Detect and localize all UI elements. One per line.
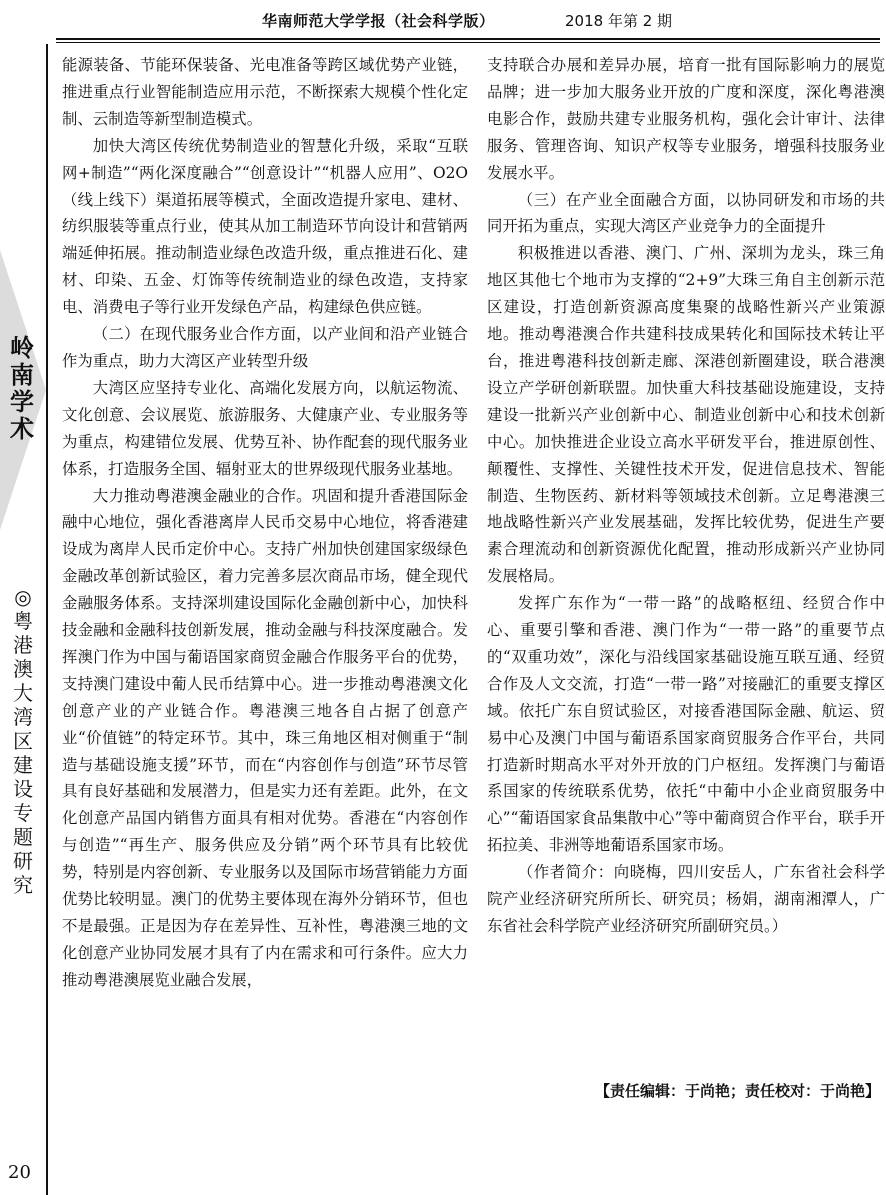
paragraph: 加快大湾区传统优势制造业的智慧化升级，采取“互联网+制造”“两化深度融合”“创意设计”“机器人应用”、O2O（线上线下）渠道拓展等模式，全面改造提升家电、建材、纺织服装等重点行业，使其从加工制造环节向设计和营销两端延伸拓展。推动制造业绿色改造升级，重点推进石化、建材、印染、五金、灯饰等传统制造业的绿色改造，支持家电、消费电子等行业开发绿色产品，构建绿色供应链。 (62, 136, 468, 317)
author-note: （作者简介：向晓梅，四川安岳人，广东省社会科学院产业经济研究所所长、研究员；杨娟，湖南湘潭人，广东省社会科学院产业经济研究所副研究员。） (487, 863, 885, 935)
vertical-char: 南 (10, 361, 34, 389)
vertical-char: 设 (13, 777, 33, 801)
paragraph: 大湾区应坚持专业化、高端化发展方向，以航运物流、文化创意、会议展览、旅游服务、大健康产业、专业服务等为重点，构建错位发展、优势互补、协作配套的现代服务业体系，打造服务全国、辐射亚太的世界级现代服务业基地。 (62, 378, 468, 478)
journal-title: 华南师范大学学报（社会科学版） (262, 12, 495, 30)
paragraph: 能源装备、节能环保装备、光电准备等跨区域优势产业链，推进重点行业智能制造应用示范，不断探索大规模个性化定制、云制造等新型制造模式。 (62, 56, 468, 128)
vertical-char: 粤 (13, 609, 33, 633)
paragraph: 支持联合办展和差异办展，培育一批有国际影响力的展览品牌；进一步加大服务业开放的广度和深度，深化粤港澳电影合作，鼓励共建专业服务机构，强化会计审计、法律服务、管理咨询、知识产权等专业服务，增强科技服务业发展水平。 (487, 56, 885, 182)
vertical-char: 港 (13, 633, 33, 657)
vertical-char: 学 (10, 388, 34, 416)
vertical-char: 题 (13, 825, 33, 849)
header-rule (56, 38, 880, 40)
page-number: 20 (8, 1162, 31, 1183)
issue-label: 2018 年第 2 期 (565, 12, 673, 30)
vertical-char: 澳 (13, 657, 33, 681)
vertical-char: 专 (13, 801, 33, 825)
header-rule-thin (56, 42, 880, 43)
vertical-char: 究 (13, 873, 33, 897)
left-column (62, 52, 468, 994)
vertical-char: 岭 (10, 334, 34, 362)
editor-credit: 【责任编辑：于尚艳；责任校对：于尚艳】 (594, 1082, 880, 1100)
right-column (487, 52, 885, 940)
vertical-char: ◎ (14, 585, 32, 609)
vertical-char: 研 (13, 849, 33, 873)
sidebar-brand (3, 335, 41, 443)
page-header (0, 0, 886, 40)
vertical-char: 区 (13, 729, 33, 753)
section-heading: （三）在产业全面融合方面，以协同研发和市场的共同开拓为重点，实现大湾区产业竞争力的全面提升 (487, 190, 885, 236)
margin-rule (46, 44, 48, 1195)
vertical-char: 术 (10, 415, 34, 443)
paragraph: 大力推动粤港澳金融业的合作。巩固和提升香港国际金融中心地位，强化香港离岸人民币交易中心地位，将香港建设成为离岸人民币定价中心。支持广州加快创建国家级绿色金融改革创新试验区，着力完善多层次商品市场，健全现代金融服务体系。支持深圳建设国际化金融创新中心，加快科技金融和金融科技创新发展，推动金融与科技深度融合。发挥澳门作为中国与葡语国家商贸金融合作服务平台的优势，支持澳门建设中葡人民币结算中心。进一步推动粤港澳文化创意产业的产业链合作。粤港澳三地各自占据了创意产业“价值链”的特定环节。其中，珠三角地区相对侧重于“制造与基础设施支援”环节，而在“内容创作与创造”环节尽管具有良好基础和发展潜力，但是实力还有差距。此外，在文化创意产品国内销售方面具有相对优势。香港在“内容创作与创造”“再生产、服务供应及分销”两个环节具有比较优势，特别是内容创新、专业服务以及国际市场营销能力方面优势比较明显。澳门的优势主要体现在海外分销环节，但也不是最强。正是因为存在差异性、互补性，粤港澳三地的文化创意产业协同发展才具有了内在需求和可行条件。应大力推动粤港澳展览业融合发展， (62, 486, 468, 989)
vertical-char: 湾 (13, 705, 33, 729)
paragraph: 发挥广东作为“一带一路”的战略枢纽、经贸合作中心、重要引擎和香港、澳门作为“一带一路”的重要节点的“双重功效”，深化与沿线国家基础设施互联互通、经贸合作及人文交流，打造“一带一路”对接融汇的重要支撑区域。依托广东自贸试验区，对接香港国际金融、航运、贸易中心及澳门中国与葡语系国家商贸服务合作平台，共同打造新时期高水平对外开放的门户枢纽。发挥澳门与葡语系国家的传统联系优势，依托“中葡中小企业商贸服务中心”“葡语国家食品集散中心”等中葡商贸合作平台，联手开拓拉美、非洲等地葡语系国家市场。 (487, 594, 885, 855)
vertical-char: 建 (13, 753, 33, 777)
sidebar-section (6, 585, 40, 897)
section-heading: （二）在现代服务业合作方面，以产业间和沿产业链合作为重点，助力大湾区产业转型升级 (62, 325, 468, 370)
vertical-char: 大 (13, 681, 33, 705)
paragraph: 积极推进以香港、澳门、广州、深圳为龙头，珠三角地区其他七个地市为支撑的“2+9”大珠三角自主创新示范区建设，打造创新资源高度集聚的战略性新兴产业策源地。推动粤港澳合作共建科技成果转化和国际技术转让平台，推进粤港科技创新走廊、深港创新圈建设，联合港澳设立产学研创新联盟。加快重大科技基础设施建设，支持建设一批新兴产业创新中心、制造业创新中心和技术创新中心。加快推进企业设立高水平研发平台，推进原创性、颠覆性、支撑性、关键性技术开发，促进信息技术、智能制造、生物医药、新材料等领域技术创新。立足粤港澳三地战略性新兴产业发展基础，发挥比较优势，促进生产要素合理流动和创新资源优化配置，推动形成新兴产业协同发展格局。 (487, 244, 885, 586)
